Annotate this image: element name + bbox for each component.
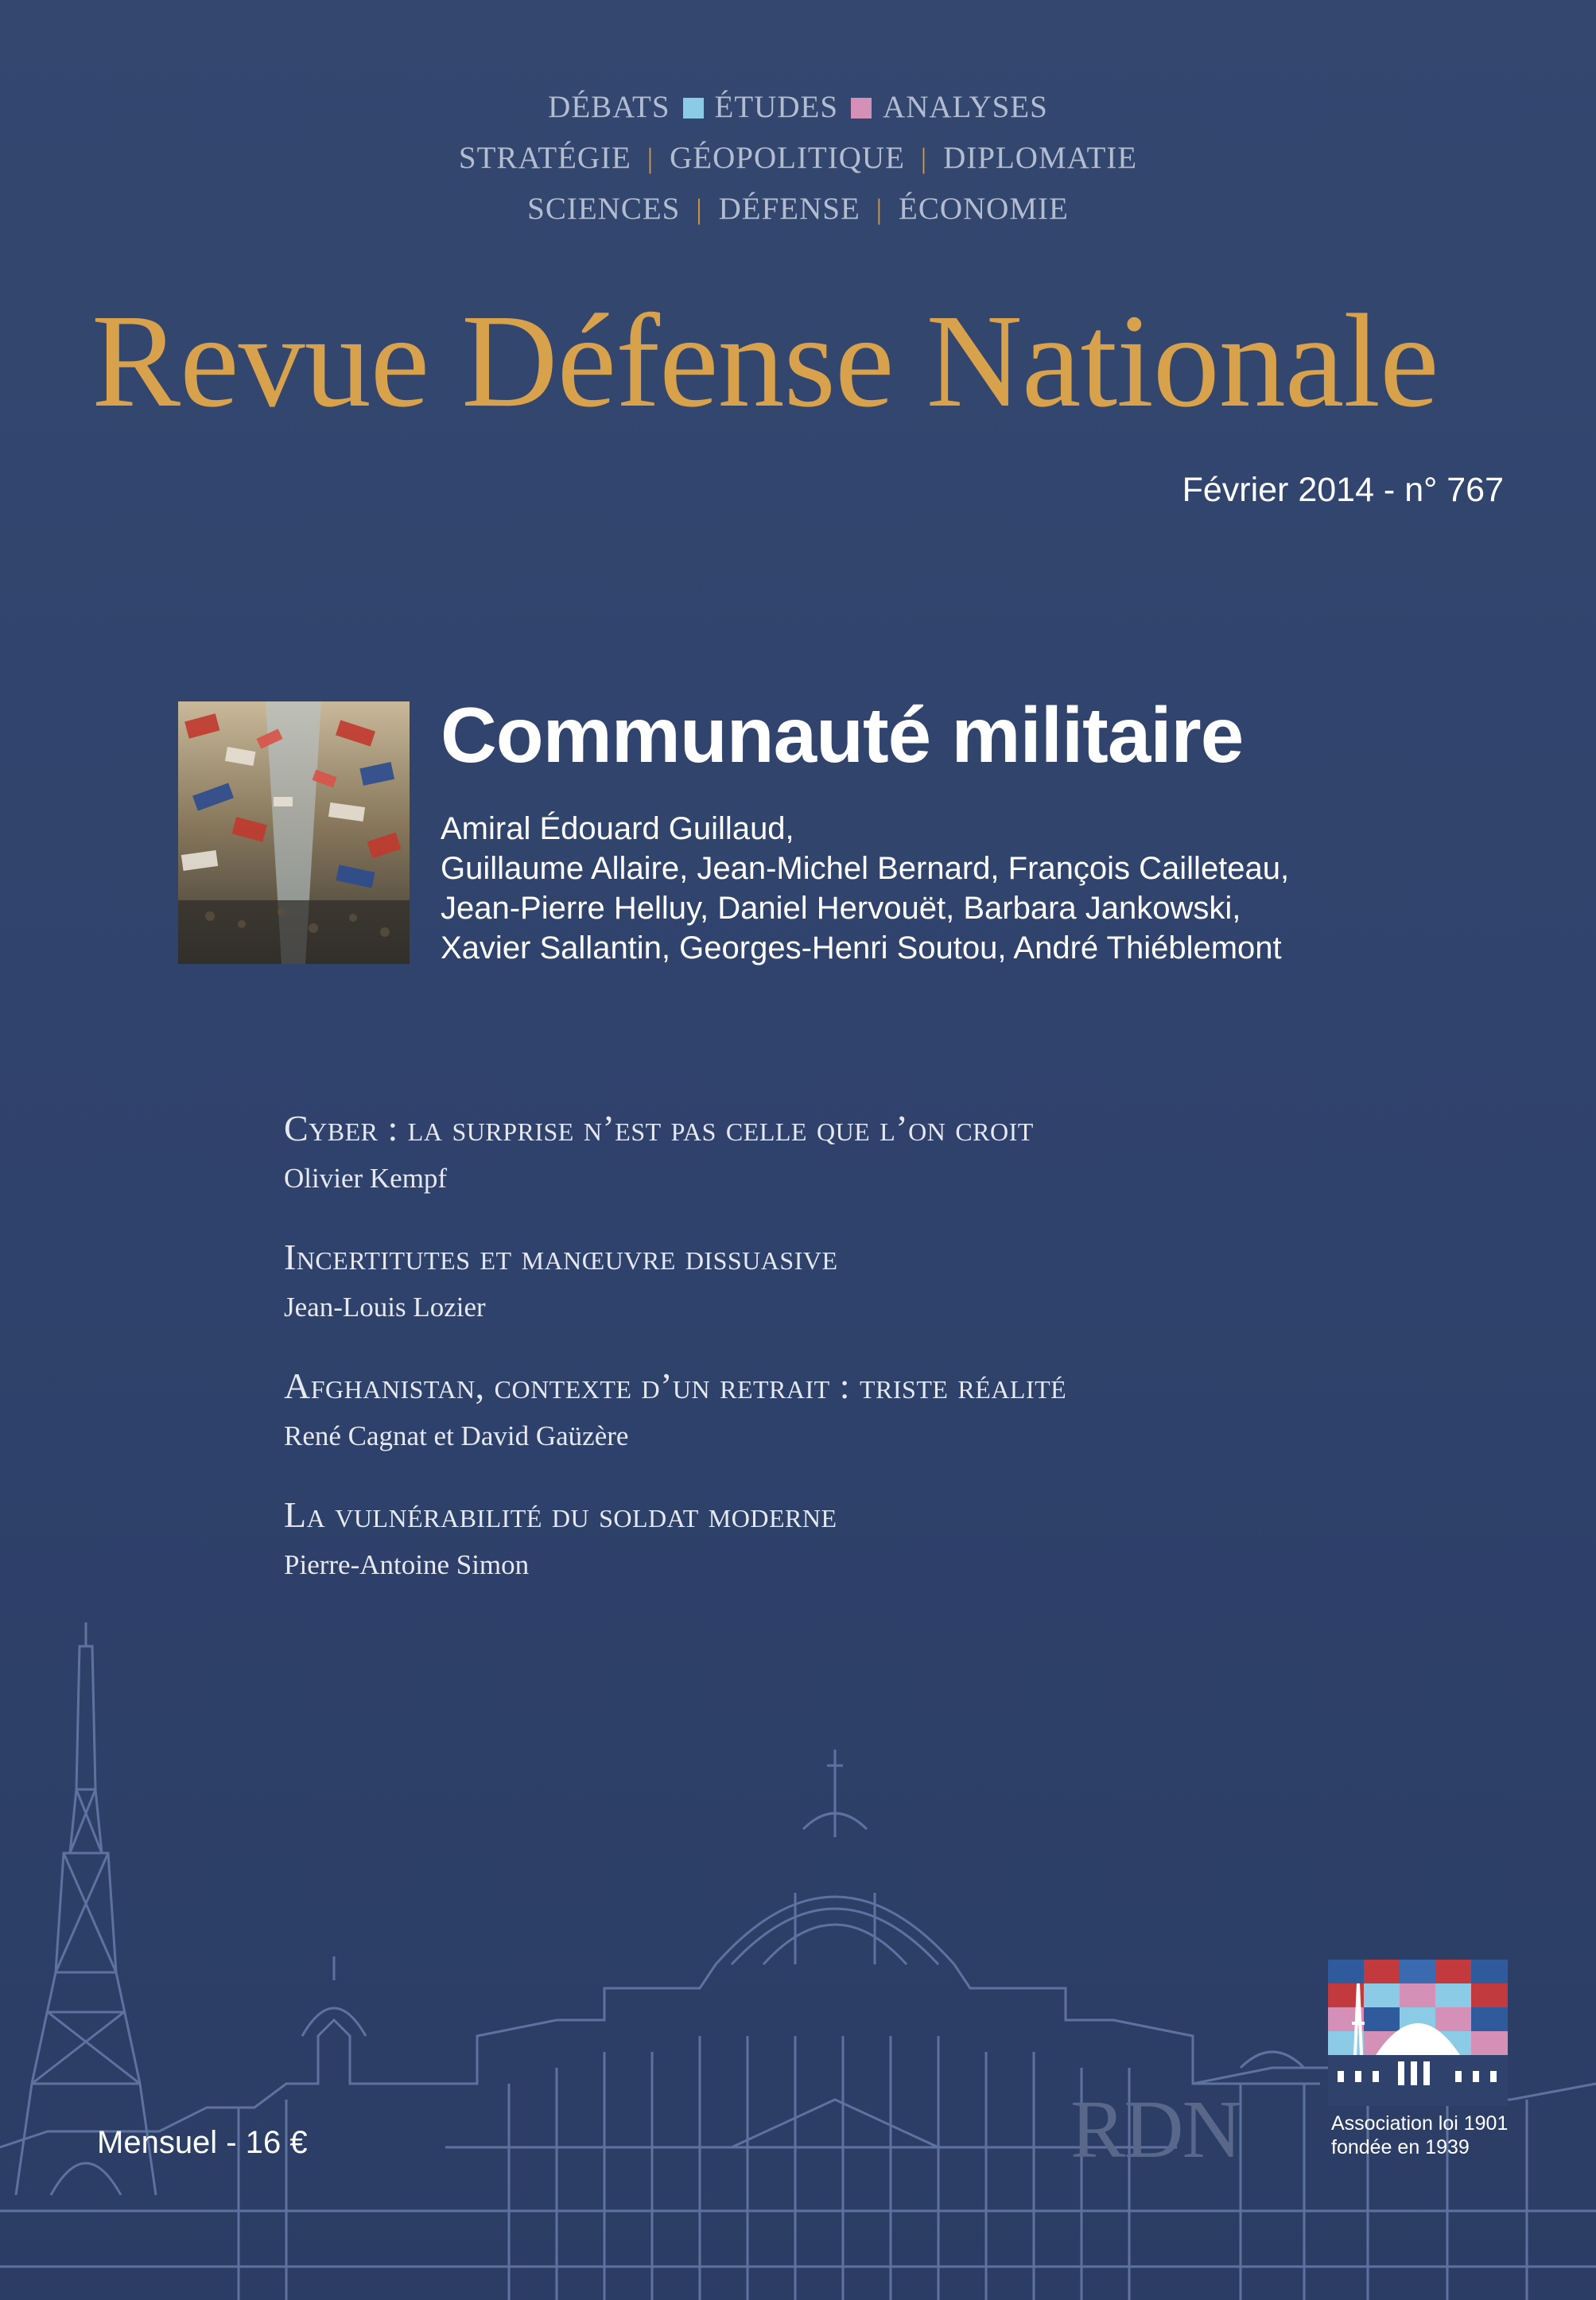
tagline-defense: DÉFENSE (718, 192, 860, 226)
tagline-row-1 (0, 89, 1596, 125)
tagline-strategie: STRATÉGIE (458, 141, 631, 175)
separator-bar: | (876, 193, 883, 225)
magazine-title: Revue Défense Nationale (91, 287, 1439, 435)
tagline-debats: DÉBATS (548, 90, 670, 124)
tagline-etudes: ÉTUDES (714, 90, 839, 124)
dossier-author-line-3: Jean-Pierre Helluy, Daniel Hervouët, Barbara Jankowski, (441, 891, 1241, 926)
tagline-economie: ÉCONOMIE (899, 192, 1069, 226)
tagline-row-3 (0, 191, 1596, 227)
dossier-author-line-2: Guillaume Allaire, Jean-Michel Bernard, François Cailleteau, (441, 851, 1290, 886)
pink-square-icon (851, 98, 872, 118)
cover-painting-image (178, 701, 410, 964)
article-author-1: Olivier Kempf (284, 1163, 448, 1194)
tagline-row-2 (0, 140, 1596, 176)
separator-bar: | (920, 142, 928, 174)
dossier-author-line-4: Xavier Sallantin, Georges-Henri Soutou, André Thiéblemont (441, 930, 1282, 965)
issue-date: Février 2014 - n° 767 (1182, 471, 1504, 509)
dossier-author-line-1: Amiral Édouard Guillaud, (441, 811, 794, 846)
tagline-geopolitique: GÉOPOLITIQUE (670, 141, 905, 175)
price-label: Mensuel - 16 € (97, 2125, 308, 2160)
tagline-analyses: ANALYSES (883, 90, 1048, 124)
separator-bar: | (647, 142, 654, 174)
separator-bar: | (696, 193, 703, 225)
association-line-2: fondée en 1939 (1331, 2136, 1470, 2158)
association-logo-icon (1328, 1960, 1508, 2106)
paris-skyline-illustration (0, 1591, 1596, 2300)
article-title-2: Incertitutes et manœuvre dissuasive (284, 1237, 838, 1277)
article-title-4: La vulnérabilité du soldat moderne (284, 1494, 837, 1535)
dossier-title: Communauté militaire (441, 691, 1244, 779)
tagline-diplomatie: DIPLOMATIE (943, 141, 1138, 175)
article-author-2: Jean-Louis Lozier (284, 1292, 486, 1323)
blue-square-icon (683, 98, 704, 118)
association-line-1: Association loi 1901 (1331, 2112, 1509, 2135)
article-author-4: Pierre-Antoine Simon (284, 1549, 530, 1580)
article-title-1: Cyber : la surprise n’est pas celle que l’on croit (284, 1108, 1034, 1148)
tagline-sciences: SCIENCES (527, 192, 681, 226)
article-title-3: Afghanistan, contexte d’un retrait : triste réalité (284, 1366, 1067, 1406)
rdn-brand: RDN (1070, 2084, 1241, 2175)
article-author-3: René Cagnat et David Gaüzère (284, 1420, 629, 1451)
